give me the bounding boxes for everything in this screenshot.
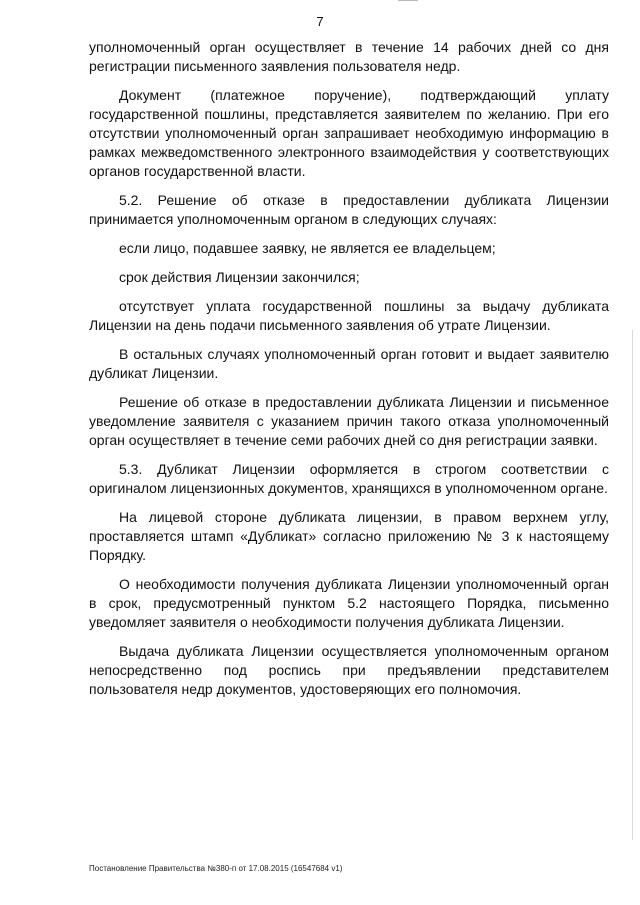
paragraph-2: Документ (платежное поручение), подтверждающий уплату государственной пошлины, представляется заявителем по желанию. При его отсутствии уполномоченный орган запрашивает необходимую информацию в рамках межведомственного электронного взаимодействия у соответствующих органов государственной власти. [89, 87, 609, 179]
document-body [89, 38, 609, 709]
paragraph-5: срок действия Лицензии закончился; [119, 269, 360, 285]
paragraph-9: 5.3. Дубликат Лицензии оформляется в строгом соответствии с оригиналом лицензионных документов, хранящихся в уполномоченном органе. [89, 461, 609, 496]
paragraph-11: О необходимости получения дубликата Лицензии уполномоченный орган в срок, предусмотренный пунктом 5.2 настоящего Порядка, письменно уведомляет заявителя о необходимости получения дубликата Лицензии. [89, 576, 609, 630]
scan-mark [398, 0, 418, 1]
scan-edge-line [632, 330, 633, 840]
paragraph-8: Решение об отказе в предоставлении дубликата Лицензии и письменное уведомление заявителя с указанием причин такого отказа уполномоченный орган осуществляет в течение семи рабочих дней со дня регистрации заявки. [89, 394, 609, 448]
paragraph-6: отсутствует уплата государственной пошлины за выдачу дубликата Лицензии на день подачи письменного заявления об утрате Лицензии. [89, 298, 609, 333]
document-footer: Постановление Правительства №380-п от 17.08.2015 (16547684 v1) [89, 864, 343, 873]
paragraph-4: если лицо, подавшее заявку, не является ее владельцем; [119, 240, 496, 256]
paragraph-7: В остальных случаях уполномоченный орган готовит и выдает заявителю дубликат Лицензии. [89, 346, 609, 381]
page-number: 7 [316, 14, 324, 29]
paragraph-1: уполномоченный орган осуществляет в течение 14 рабочих дней со дня регистрации письменного заявления пользователя недр. [89, 39, 609, 74]
paragraph-12: Выдача дубликата Лицензии осуществляется уполномоченным органом непосредственно под роспись при предъявлении представителем пользователя недр документов, удостоверяющих его полномочия. [89, 643, 609, 697]
paragraph-3: 5.2. Решение об отказе в предоставлении дубликата Лицензии принимается уполномоченным органом в следующих случаях: [89, 192, 609, 227]
paragraph-10: На лицевой стороне дубликата лицензии, в правом верхнем углу, проставляется штамп «Дубликат» согласно приложению № 3 к настоящему Порядку. [89, 509, 609, 563]
